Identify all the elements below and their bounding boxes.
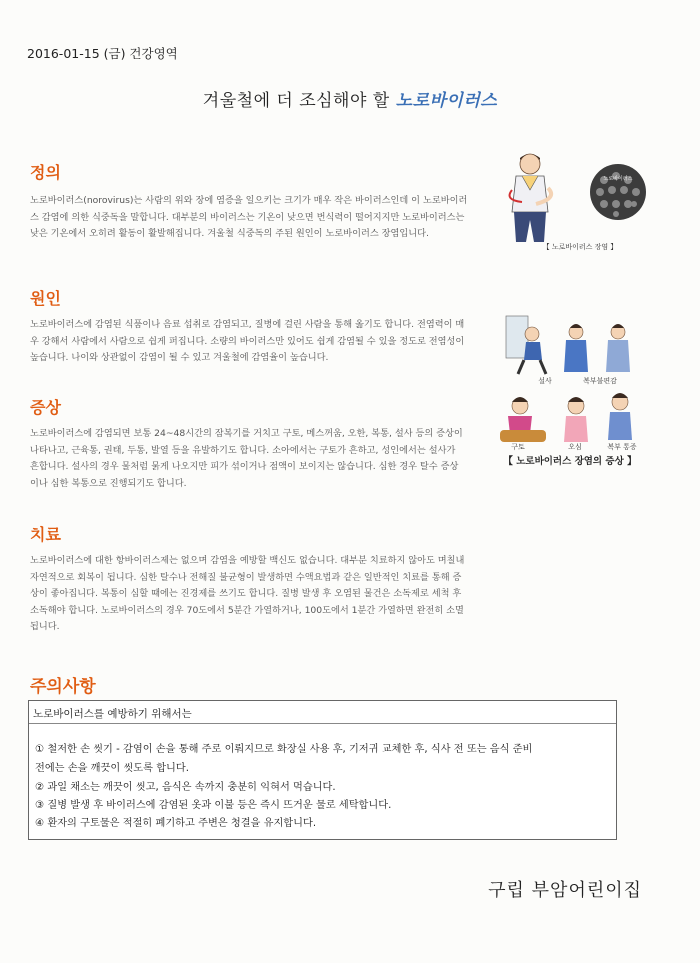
symptom-line: 이나 심한 복통으로 진행되기도 합니다.	[30, 477, 187, 489]
vomiting-nausea-pain-illustration	[490, 390, 650, 446]
treatment-line: 자연적으로 회복이 됩니다. 심한 탈수나 전해질 불균형이 발생하면 수액요법과 같은 일반적인 치료를 통해 증	[30, 571, 462, 583]
label-vomiting: 구토	[511, 443, 525, 451]
diarrhea-discomfort-illustration	[500, 312, 650, 378]
definition-line: 스 감염에 의한 식중독을 말합니다. 대부분의 바이러스는 기온이 낮으면 번식력이 떨어지지만 노로바이러스는	[30, 211, 465, 223]
treatment-line: 노로바이러스에 대한 항바이러스제는 없으며 감염을 예방할 백신도 없습니다. 대부분 치료하지 않아도 며칠내	[30, 555, 465, 566]
symptom-heading: 증상	[30, 398, 61, 417]
symptom-figure-top	[500, 312, 650, 387]
precaution-item: ③ 질병 발생 후 바이러스에 감염된 옷과 이불 등은 즉시 뜨거운 물로 세탁합니다.	[35, 800, 392, 811]
definition-line: 노로바이러스(norovirus)는 사람의 위와 장에 염증을 일으키는 크기가 매우 작은 바이러스인데 이 노로바이러	[30, 195, 468, 206]
symptom-line: 흔합니다. 설사의 경우 물처럼 묽게 나오지만 피가 섞이거나 점액이 보이지는 않습니다. 심한 경우 탈수 증상	[30, 461, 459, 472]
cause-paragraph	[30, 317, 500, 367]
symptom-paragraph	[30, 426, 485, 492]
sick-person-illustration	[500, 150, 660, 245]
symptom-figure-bottom	[490, 390, 650, 470]
cause-line: 우 강해서 사람에서 사람으로 쉽게 퍼집니다. 소량의 바이러스만 있어도 쉽게 감염될 수 있을 정도로 전염성이	[30, 335, 465, 347]
definition-paragraph	[30, 193, 500, 243]
virus-label: 노로바이러스	[603, 176, 633, 182]
treatment-line: 소독해야 합니다. 노로바이러스의 경우 70도에서 5분간 가열하거나, 100도에서 1분간 가열하면 완전히 소멸	[30, 604, 464, 616]
title-highlight: 노로바이러스	[395, 91, 498, 111]
cause-line: 높습니다. 나이와 상관없이 감염이 될 수 있고 겨울철에 감염율이 높습니다.	[30, 352, 329, 363]
definition-heading: 정의	[30, 163, 61, 182]
treatment-line: 상이 좋아집니다. 복통이 심할 때에는 진경제를 쓰기도 합니다. 질병 발생 후 오염된 물건은 소독제로 세척 후	[30, 588, 462, 599]
precaution-item: 전에는 손을 깨끗이 씻도록 합니다.	[35, 763, 189, 774]
page-title	[0, 86, 700, 111]
precaution-item: ① 철저한 손 씻기 - 감염이 손을 통해 주로 이뤄지므로 화장실 사용 후, 기저귀 교체한 후, 식사 전 또는 음식 준비	[35, 744, 533, 755]
figure-caption-enteritis: 【 노로바이러스 장염 】	[542, 243, 618, 251]
precaution-item: ④ 환자의 구토물은 적절히 폐기하고 주변은 청결을 유지합니다.	[35, 818, 317, 829]
figure-caption-symptoms: 【 노로바이러스 장염의 증상 】	[503, 456, 637, 467]
organization-name: 구립 부암어린이집	[488, 880, 642, 901]
treatment-heading: 치료	[30, 525, 61, 544]
treatment-paragraph	[30, 553, 500, 636]
symptom-line: 나타나고, 근육통, 권태, 두통, 발열 등을 유발하기도 합니다. 소아에서는 구토가 흔하고, 성인에서는 설사가	[30, 444, 456, 456]
label-abdominal-pain: 복부 통증	[607, 443, 637, 451]
label-diarrhea: 설사	[538, 377, 552, 385]
precautions-divider	[29, 723, 616, 724]
norovirus-enteritis-figure	[500, 150, 660, 255]
definition-line: 낮은 기온에서 오히려 활동이 활발해집니다. 겨울철 식중독의 주된 원인이 노로바이러스 장염입니다.	[30, 228, 429, 239]
cause-line: 노로바이러스에 감염된 식품이나 음료 섭취로 감염되고, 질병에 걸린 사람을 통해 옮기도 합니다. 전염력이 매	[30, 319, 465, 330]
label-nausea: 오심	[568, 443, 582, 451]
precautions-box	[28, 700, 617, 840]
date-line: 2016-01-15 (금) 건강영역	[27, 46, 178, 61]
precautions-intro: 노로바이러스를 예방하기 위해서는	[33, 708, 192, 720]
symptom-line: 노로바이러스에 감염되면 보통 24~48시간의 잠복기를 거치고 구토, 메스꺼움, 오한, 복통, 설사 등의 증상이	[30, 428, 463, 439]
precaution-item: ② 과일 채소는 깨끗이 씻고, 음식은 속까지 충분히 익혀서 먹습니다.	[35, 782, 336, 793]
precautions-heading: 주의사항	[30, 677, 96, 697]
label-abdominal-discomfort: 복부불편감	[583, 377, 617, 385]
treatment-line: 됩니다.	[30, 621, 60, 632]
title-prefix: 겨울철에 더 조심해야 할	[202, 91, 396, 111]
cause-heading: 원인	[30, 289, 61, 308]
